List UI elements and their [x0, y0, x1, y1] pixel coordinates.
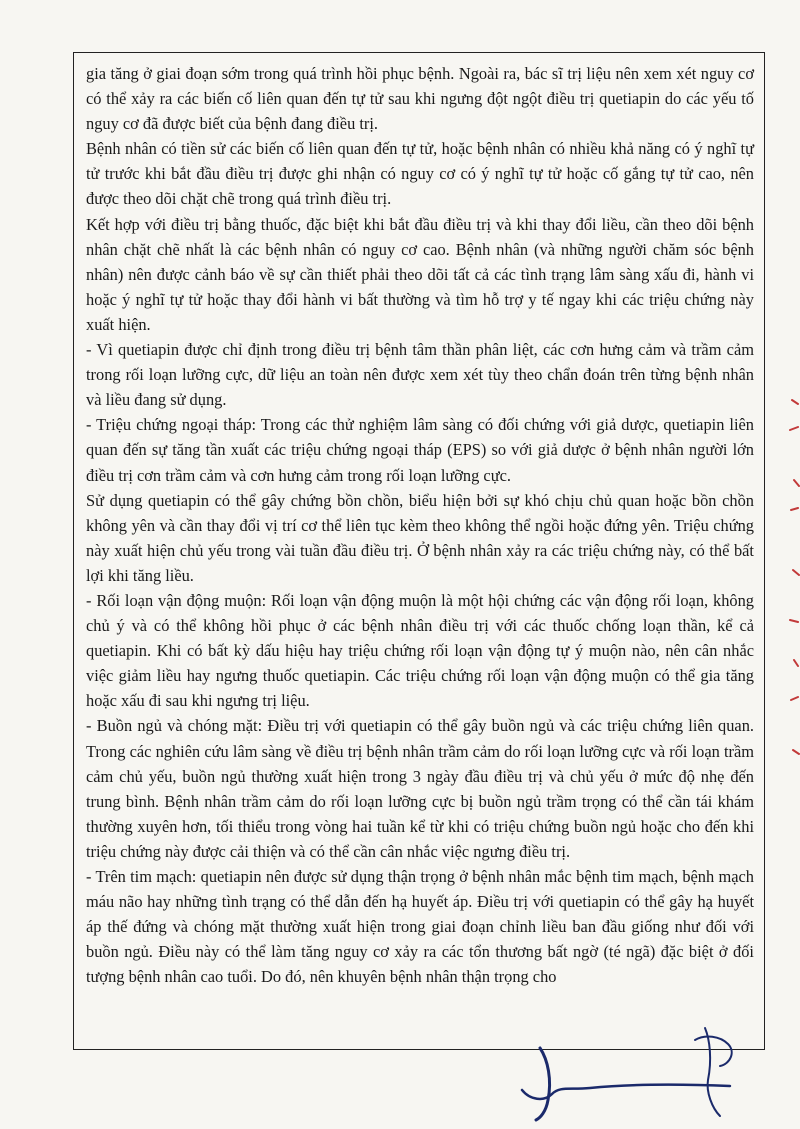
signature-icon: [500, 1020, 760, 1125]
paragraph-3: Kết hợp với điều trị bằng thuốc, đặc biệt khi bắt đầu điều trị và khi thay đổi liều, cần theo dõi bệnh nhân chặt chẽ nhất là các bệnh nhân có nguy cơ cao. Bệnh nhân (và những người chăm sóc bệnh nhân) nên được cảnh báo về sự cần thiết phải theo dõi tất cả các tình trạng lâm sàng xấu đi, hành vi hoặc ý nghĩ tự tử hoặc thay đổi hành vi bất thường và tìm hỗ trợ y tế ngay khi các triệu chứng này xuất hiện.: [86, 214, 754, 334]
paragraph-5: - Triệu chứng ngoại tháp: Trong các thử nghiệm lâm sàng có đối chứng với giả dược, quetiapin liên quan đến sự tăng tần xuất các triệu chứng ngoại tháp (EPS) so với giả dược ở bệnh nhân người lớn điều trị cơn trầm cảm và cơn hưng cảm trong rối loạn lưỡng cực.: [86, 415, 754, 485]
paragraph-4: - Vì quetiapin được chỉ định trong điều trị bệnh tâm thần phân liệt, các cơn hưng cảm và trầm cảm trong rối loạn lưỡng cực, dữ liệu an toàn nên được xem xét tùy theo chẩn đoán trên từng bệnh nhân và liều đang sử dụng.: [86, 340, 754, 410]
paragraph-2: Bệnh nhân có tiền sử các biến cố liên quan đến tự tử, hoặc bệnh nhân có nhiều khả năng có ý nghĩ tự tử trước khi bắt đầu điều trị được ghi nhận có nguy cơ có ý nghĩ tự tử hoặc cố gắng tự tử cao, nên được theo dõi chặt chẽ trong quá trình điều trị.: [86, 139, 754, 209]
paragraph-9: - Trên tim mạch: quetiapin nên được sử dụng thận trọng ở bệnh nhân mắc bệnh tim mạch, bệnh mạch máu não hay những tình trạng có thể dẫn đến hạ huyết áp. Điều trị với quetiapin có thể gây hạ huyết áp thế đứng và chóng mặt thường xuất hiện trong giai đoạn chỉnh liều ban đầu giống như đối với buồn ngủ. Điều này có thể làm tăng nguy cơ xảy ra các tổn thương bất ngờ (té ngã) đặc biệt ở đối tượng bệnh nhân cao tuổi. Do đó, nên khuyên bệnh nhân thận trọng cho: [86, 867, 754, 987]
paragraph-7: - Rối loạn vận động muộn: Rối loạn vận động muộn là một hội chứng các vận động rối loạn, không chủ ý và có thể không hồi phục ở các bệnh nhân điều trị với các thuốc chống loạn thần, kể cả quetiapin. Khi có bất kỳ dấu hiệu hay triệu chứng rối loạn vận động tự ý muộn nào, nên cân nhắc việc giảm liều hay ngưng thuốc quetiapin. Các triệu chứng rối loạn vận động muộn có thể gia tăng hoặc xấu đi sau khi ngưng trị liệu.: [86, 590, 754, 711]
paragraph-8: - Buồn ngủ và chóng mặt: Điều trị với quetiapin có thể gây buồn ngủ và các triệu chứng liên quan. Trong các nghiên cứu lâm sàng về điều trị bệnh nhân trầm cảm do rối loạn lưỡng cực và rối loạn trầm cảm chủ yếu, buồn ngủ thường xuất hiện trong 3 ngày đầu điều trị và chủ yếu ở mức độ nhẹ đến trung bình. Bệnh nhân trầm cảm do rối loạn lưỡng cực bị buồn ngủ trầm trọng có thể cần tái khám thường xuyên hơn, tối thiểu trong vòng hai tuần kể từ khi có triệu chứng buồn ngủ hoặc cho đến khi triệu chứng này được cải thiện và có thể cần cân nhắc việc ngưng điều trị.: [86, 716, 754, 861]
paragraph-1: gia tăng ở giai đoạn sớm trong quá trình hồi phục bệnh. Ngoài ra, bác sĩ trị liệu nên xem xét nguy cơ có thể xảy ra các biến cố liên quan đến tự tử sau khi ngưng đột ngột điều trị quetiapin do các yếu tố nguy cơ đã được biết của bệnh đang điều trị.: [86, 64, 754, 134]
paragraph-6: Sử dụng quetiapin có thể gây chứng bồn chồn, biểu hiện bởi sự khó chịu chủ quan hoặc bồn chồn không yên và cần thay đổi vị trí cơ thể liên tục kèm theo không thể ngồi hoặc đứng yên. Triệu chứng này xuất hiện chủ yếu trong vài tuần đầu điều trị. Ở bệnh nhân xảy ra các triệu chứng này, có thể bất lợi khi tăng liều.: [86, 490, 754, 585]
document-page-frame: [73, 52, 765, 1050]
stamp-fragment-icon: [772, 360, 800, 800]
